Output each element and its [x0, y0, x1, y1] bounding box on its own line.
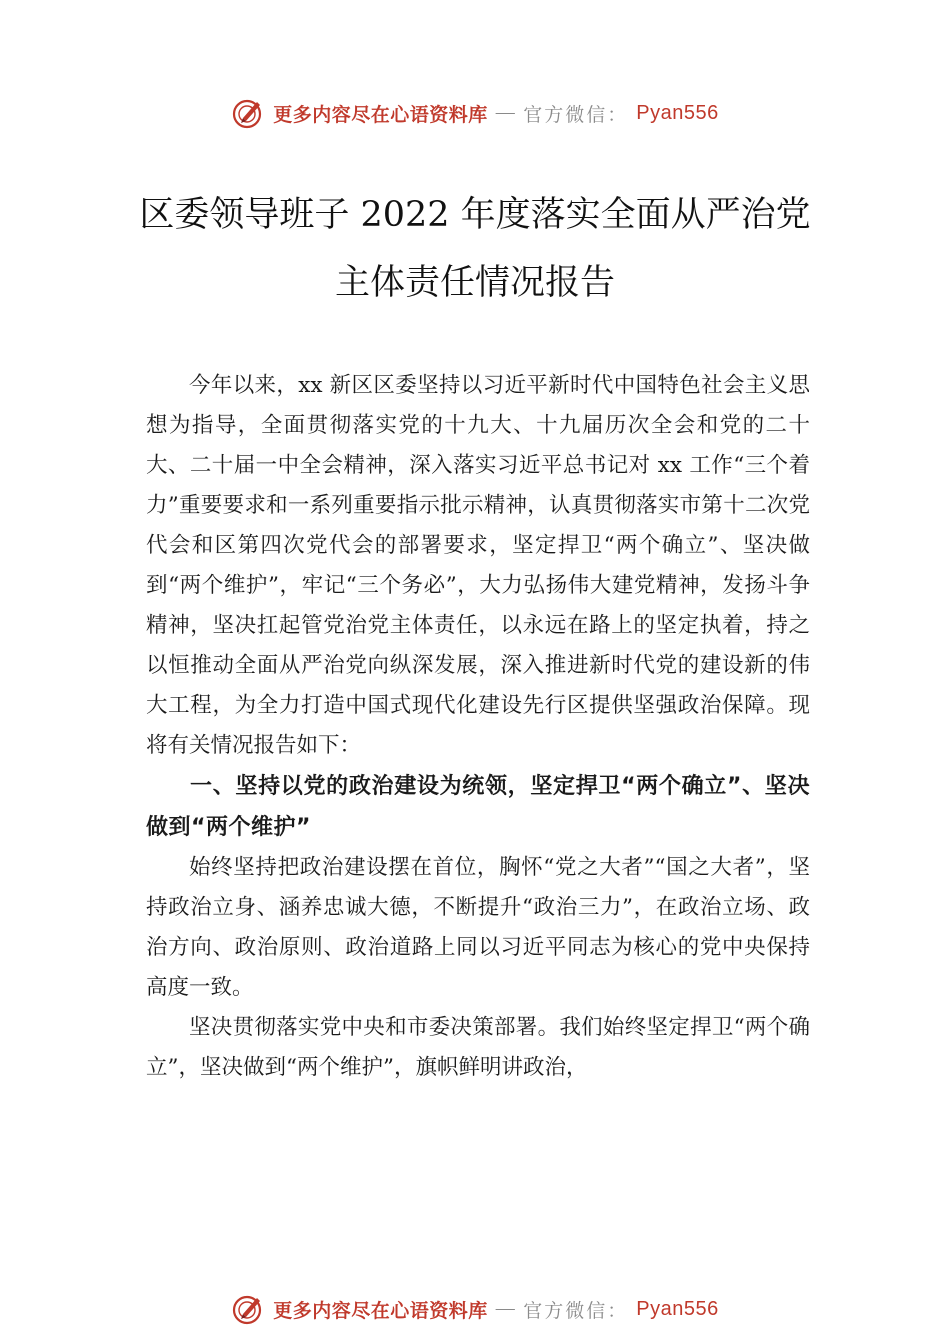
- watermark-wechat-id: Pyan556: [636, 101, 719, 124]
- brand-logo-icon: [231, 1292, 265, 1326]
- brand-logo-icon: [231, 96, 265, 130]
- watermark-brand-text: 更多内容尽在心语资料库: [273, 103, 488, 126]
- body-paragraph-intro: 今年以来，xx 新区区委坚持以习近平新时代中国特色社会主义思想为指导，全面贯彻落实党的十九大、十九届历次全会和党的二十大、二十届一中全会精神，深入落实习近平总书记对 xx 工作“三个着力”重要要求和一系列重要指示批示精神，认真贯彻落实市第十二次党代会和区第四次党代会的部署要求，坚定捍卫“两个确立”、坚决做到“两个维护”，牢记“三个务必”，大力弘扬伟大建党精神，发扬斗争精神，坚决扛起管党治党主体责任，以永远在路上的坚定执着，持之以恒推动全面从严治党向纵深发展，深入推进新时代党的建设新的伟大工程，为全力打造中国式现代化建设先行区提供坚强政治保障。现将有关情况报告如下：: [146, 373, 810, 758]
- watermark-brand-text: 更多内容尽在心语资料库: [273, 1299, 488, 1322]
- watermark-official-label: 官方微信：: [523, 103, 629, 126]
- watermark-dash: —: [495, 1298, 516, 1319]
- document-title-line-2: 主体责任情况报告: [334, 263, 615, 303]
- watermark-wechat-id: Pyan556: [636, 1297, 719, 1320]
- section-heading-1: 一、坚持以党的政治建设为统领，坚定捍卫“两个确立”、坚决做到“两个维护”: [146, 774, 810, 840]
- document-title-line-1: 区委领导班子 2022 年度落实全面从严治党: [139, 195, 811, 235]
- watermark-official-label: 官方微信：: [523, 1299, 629, 1322]
- body-paragraph: 坚决贯彻落实党中央和市委决策部署。我们始终坚定捍卫“两个确立”，坚决做到“两个维护”，旗帜鲜明讲政治，: [146, 1015, 810, 1080]
- body-paragraph: 始终坚持把政治建设摆在首位，胸怀“党之大者”“国之大者”，坚持政治立身、涵养忠诚大德，不断提升“政治三力”，在政治立场、政治方向、政治原则、政治道路上同以习近平同志为核心的党中央保持高度一致。: [146, 855, 810, 1000]
- footer-watermark: [0, 1292, 950, 1326]
- header-watermark: [0, 96, 950, 130]
- watermark-dash: —: [495, 102, 516, 123]
- document-body: [146, 366, 810, 1088]
